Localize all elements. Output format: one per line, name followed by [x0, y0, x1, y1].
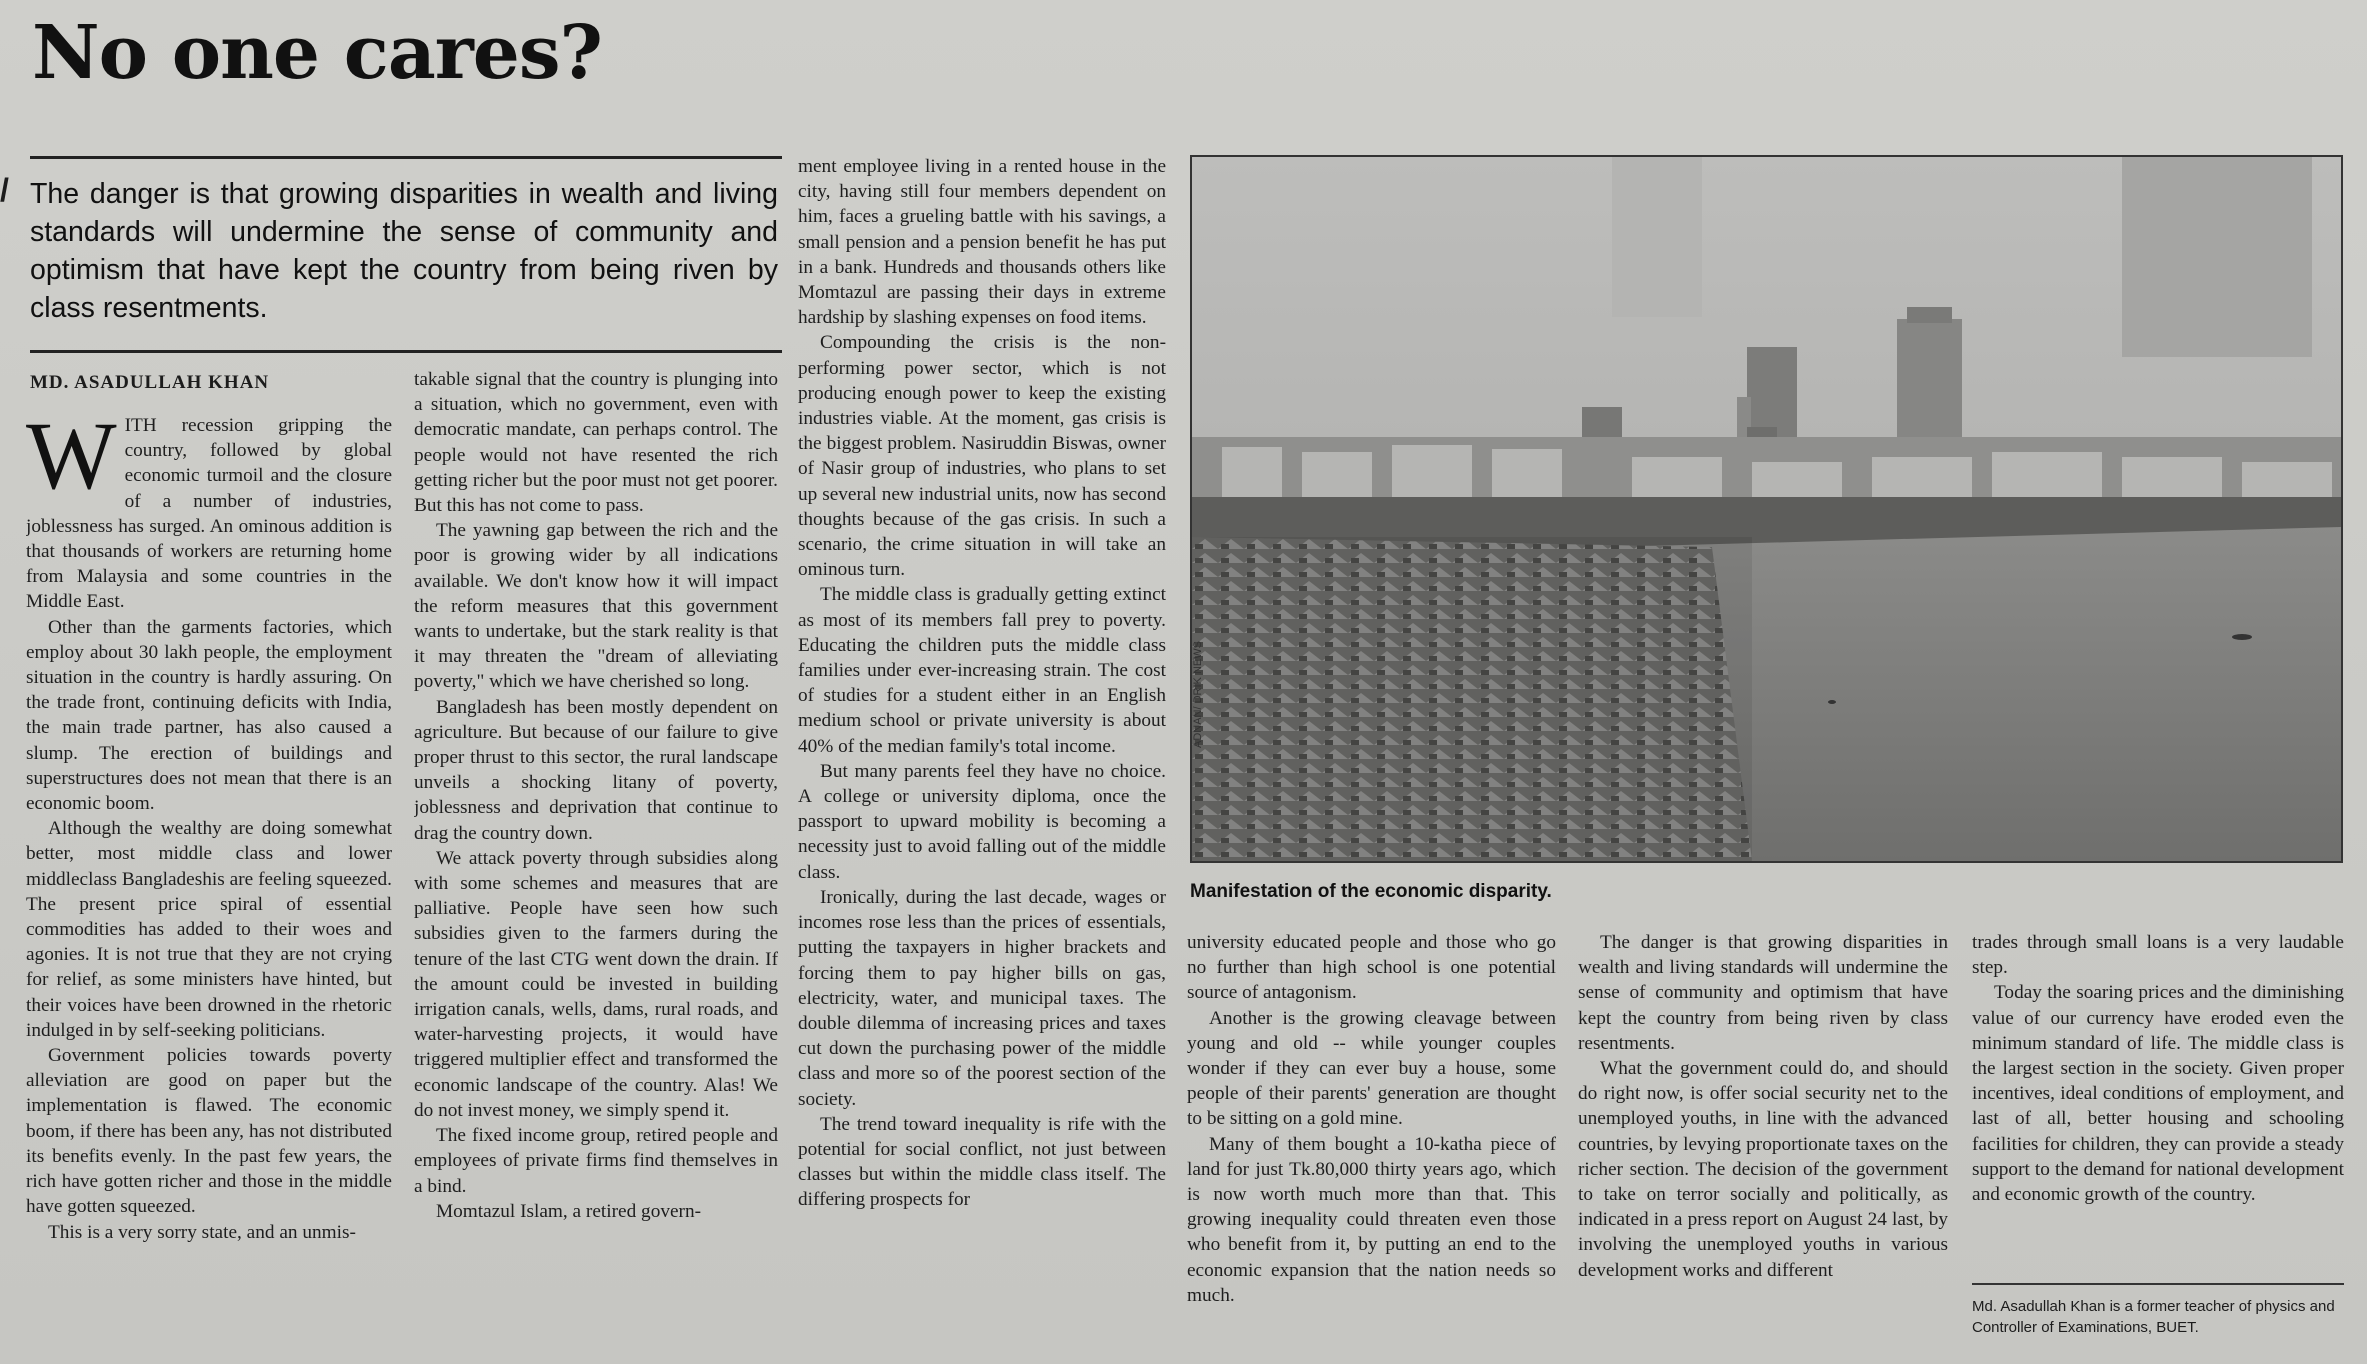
- paragraph: Momtazul Islam, a retired govern-: [436, 1200, 702, 1222]
- paragraph: The fixed income group, retired people and employees of private firms find themselves in a bind.: [414, 1125, 778, 1197]
- byline: MD. ASADULLAH KHAN: [30, 372, 270, 393]
- paragraph: The danger is that growing disparities in wealth and living standards will undermine the sense of community and optimism that have kept the country from being riven by class resentments.: [1578, 932, 1948, 1054]
- paragraph: takable signal that the country is plunging into a situation, which no government, even with democratic mandate, can perhaps control. The people would not have resented the rich getting richer but the poor must not get poorer. But this has not come to pass.: [414, 369, 778, 517]
- pullquote-bottom-rule: [30, 350, 782, 353]
- paragraph: The middle class is gradually getting extinct as most of its members fall prey to poverty. Educating the children puts the middle class families under ever-increasing strain. The cost of studies for a student either in an English medium school or private university is about 40% of the median family's total income.: [798, 584, 1166, 757]
- paragraph: university educated people and those who go no further than high school is one potential source of antagonism.: [1187, 932, 1556, 1004]
- paragraph: The yawning gap between the rich and the poor is growing wider by all indications available. We don't know how it will impact the reform measures that this government wants to undertake, but the stark reality is that it may threaten the "dream of alleviating poverty," which we have cherished so long.: [414, 520, 778, 693]
- column-5: [1578, 930, 1948, 1340]
- column-1: [26, 413, 392, 1338]
- paragraph: Compounding the crisis is the non-performing power sector, which is not producing enough power to keep the existing industries viable. At the moment, gas crisis is the biggest problem. Nasiruddin Biswas, owner of Nasir group of industries, who plans to set up several new industrial units, now has second thoughts because of the gas crisis. In such a scenario, the crime situation in will take an ominous turn.: [798, 332, 1166, 581]
- author-bio: Md. Asadullah Khan is a former teacher of physics and Controller of Examinations, BUET.: [1972, 1298, 2335, 1336]
- quote-mark-icon: /: [0, 172, 9, 208]
- paragraph: ment employee living in a rented house in the city, having still four members dependent on him, faces a grueling battle with his savings, a small pension and a pension benefit he has put in a bank. Hundreds and thousands others like Momtazul are passing their days in extreme hardship by slashing expenses on food items.: [798, 156, 1166, 329]
- drop-cap: W: [26, 413, 117, 509]
- paragraph: trades through small loans is a very laudable step.: [1972, 932, 2344, 979]
- photo-credit: ADNAN/ DRIK NEWS: [1192, 641, 1204, 748]
- paragraph: Bangladesh has been mostly dependent on agriculture. But because of our failure to give proper thrust to this sector, the rural landscape unveils a shocking litany of poverty, joblessness and deprivation that continue to drag the country down.: [414, 696, 778, 844]
- paragraph: But many parents feel they have no choice. A college or university diploma, once the passport to upward mobility is becoming a necessity just to avoid falling out of the middle class.: [798, 760, 1166, 883]
- column-6: [1972, 930, 2344, 1275]
- photo-caption: Manifestation of the economic disparity.: [1190, 881, 1552, 902]
- paragraph: Although the wealthy are doing somewhat better, most middle class and lower middleclass Bangladeshis are feeling squeezed. The present price spiral of essential commodities has added to their woes and agonies. It is not true that they are not crying for relief, as some ministers have hinted, but their voices have been drowned in the rhetoric indulged in by self-seeking politicians.: [26, 818, 392, 1041]
- paragraph: Government policies towards poverty alleviation are good on paper but the implementation is flawed. The economic boom, if there has been any, has not distributed its benefits evenly. In the past few years, the rich have gotten richer and those in the middle have gotten squeezed.: [26, 1045, 392, 1218]
- column-2: [414, 367, 778, 1339]
- pull-quote: The danger is that growing disparities in wealth and living standards will undermine the sense of community and optimism that have kept the country from being riven by class resentments.: [30, 178, 778, 324]
- column-3: [798, 154, 1166, 1339]
- pullquote-top-rule: [30, 156, 782, 159]
- paragraph: This is a very sorry state, and an unmis-: [48, 1221, 356, 1243]
- photo-image: [1192, 157, 2341, 861]
- paragraph: Many of them bought a 10-katha piece of land for just Tk.80,000 thirty years ago, which is now worth much more than that. This growing inequality could threaten even those who benefit from it, by putting an end to the economic expansion that the nation needs so much.: [1187, 1133, 1556, 1306]
- paragraph: What the government could do, and should do right now, is offer social security net to the unemployed youths, in line with the advanced countries, by levying proportionate taxes on the richer section. The decision of the government to take on terror socially and politically, as indicated in a press report on August 24 last, by involving the unemployed youths in various development works and different: [1578, 1058, 1948, 1281]
- paragraph: Another is the growing cleavage between young and old -- while younger couples wonder if they can ever buy a house, some people of their parents' generation are thought to be sitting on a gold mine.: [1187, 1007, 1556, 1130]
- paragraph: Today the soaring prices and the diminishing value of our currency have eroded even the minimum standard of life. The middle class is the largest section in the society. Given proper incentives, ideal conditions of employment, and last of all, better housing and schooling facilities for children, they can provide a steady support to the demand for national development and economic growth of the country.: [1972, 982, 2344, 1206]
- city-slum-photo: [1190, 155, 2343, 863]
- paragraph: Ironically, during the last decade, wages or incomes rose less than the prices of essentials, putting the taxpayers in higher brackets and forcing them to pay higher bills on gas, electricity, water, and municipal taxes. The double dilemma of increasing prices and taxes cut down the purchasing power of the middle class and more so of the poorest section of the society.: [798, 886, 1166, 1110]
- headline: No one cares?: [32, 10, 602, 96]
- bio-rule: [1972, 1283, 2344, 1285]
- paragraph: WITH recession gripping the country, followed by global economic turmoil and the closure of a number of industries, joblessness has surged. An ominous addition is that thousands of workers are returning home from Malaysia and some countries in the Middle East.: [26, 413, 392, 613]
- paragraph: The trend toward inequality is rife with the potential for social conflict, not just between classes but within the middle class itself. The differing prospects for: [798, 1113, 1166, 1211]
- paragraph: We attack poverty through subsidies along with some schemes and measures that are palliative. People have seen how such subsidies given to the farmers during the tenure of the last CTG went down the drain. If the amount could be invested in building irrigation canals, wells, dams, rural roads, and water-harvesting projects, it would have triggered multiplier effect and transformed the economic landscape of the country. Alas! We do not invest money, we simply spend it.: [414, 847, 778, 1121]
- paragraph: Other than the garments factories, which employ about 30 lakh people, the employment situation in the country is hardly assuring. On the trade front, continuing deficits with India, the main trade partner, has also caused a slump. The erection of buildings and superstructures does not mean that there is an economic boom.: [26, 616, 392, 815]
- column-4: [1187, 930, 1556, 1340]
